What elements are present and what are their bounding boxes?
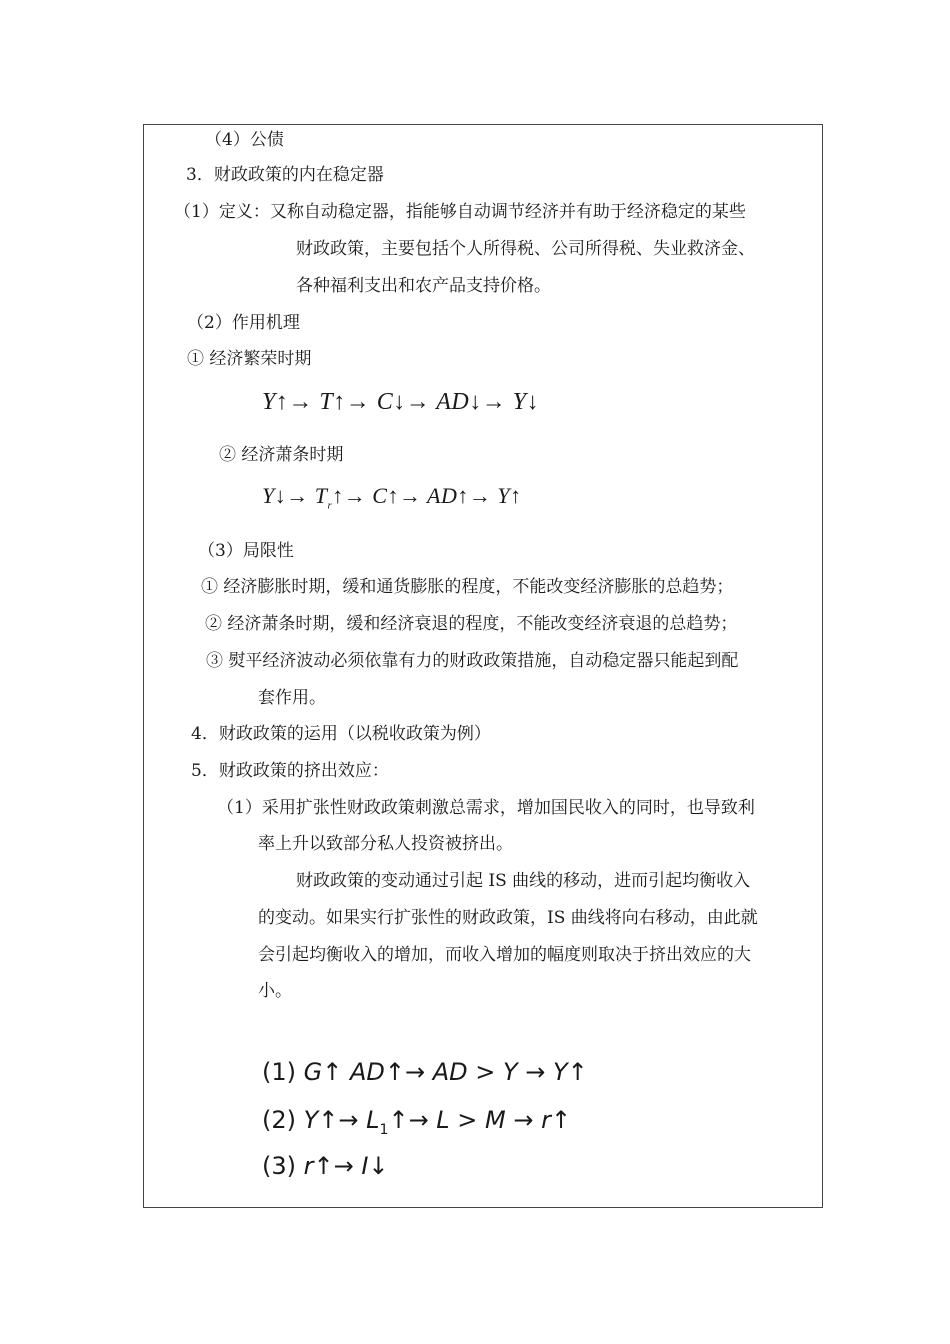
definition-line-3: 各种福利支出和农产品支持价格。 [296,276,551,296]
crowding-equation-1-label: (1) [262,1058,296,1086]
crowding-point-1-line-1: （1）采用扩张性财政政策刺激总需求，增加国民收入的同时，也导致利 [217,798,755,818]
equation-recession-part1: Y↓→ T [262,483,328,508]
limitation-3-line-1: ③ 熨平经济波动必须依靠有力的财政政策措施，自动稳定器只能起到配 [206,651,739,671]
equation-boom: Y↑→ T↑→ C↓→ AD↓→ Y↓ [262,389,540,415]
crowding-equation-2-part1: Y↑→ L [303,1106,380,1134]
recession-period-label: ② 经济萧条时期 [219,445,344,465]
explanation-line-4: 小。 [258,981,292,1001]
explanation-line-3: 会引起均衡收入的增加，而收入增加的幅度则取决于挤出效应的大 [258,945,751,965]
item-public-debt: （4）公债 [205,130,284,150]
limitation-3-line-2: 套作用。 [258,688,326,708]
heading-policy-application: 4．财政政策的运用（以税收政策为例） [191,724,491,744]
crowding-equation-3 [262,1150,389,1182]
heading-automatic-stabilizer: 3．财政政策的内在稳定器 [186,165,384,185]
boom-period-label: ① 经济繁荣时期 [187,349,312,369]
crowding-equation-3-label: (3) [262,1152,296,1180]
explanation-line-1: 财政政策的变动通过引起 IS 曲线的移动，进而引起均衡收入 [296,871,751,891]
heading-crowding-out: 5．财政政策的挤出效应： [191,761,389,781]
limitation-1: ① 经济膨胀时期，缓和通货膨胀的程度，不能改变经济膨胀的总趋势； [201,577,734,597]
definition-line-1: （1）定义：又称自动稳定器，指能够自动调节经济并有助于经济稳定的某些 [174,202,746,222]
subheading-mechanism: （2）作用机理 [187,313,300,333]
crowding-equation-2-part2: ↑→ L > M → r↑ [388,1106,572,1134]
equation-recession-part2: ↑→ C↑→ AD↑→ Y↑ [332,483,522,508]
equation-recession-subscript: r [327,499,333,512]
crowding-equation-1-body: G↑ AD↑→ AD > Y → Y↑ [303,1058,588,1086]
definition-line-2: 财政政策，主要包括个人所得税、公司所得税、失业救济金、 [296,239,755,259]
crowding-equation-2-label: (2) [262,1106,296,1134]
equation-recession [262,481,522,520]
crowding-equation-1 [262,1056,588,1088]
subheading-limitations: （3）局限性 [198,541,294,561]
crowding-equation-2 [262,1104,571,1146]
crowding-equation-2-subscript: 1 [379,1121,389,1138]
explanation-line-2: 的变动。如果实行扩张性的财政政策，IS 曲线将向右移动，由此就 [258,908,758,928]
limitation-2: ② 经济萧条时期，缓和经济衰退的程度，不能改变经济衰退的总趋势； [205,614,738,634]
crowding-equation-3-body: r↑→ I↓ [303,1152,389,1180]
crowding-point-1-line-2: 率上升以致部分私人投资被挤出。 [258,834,513,854]
